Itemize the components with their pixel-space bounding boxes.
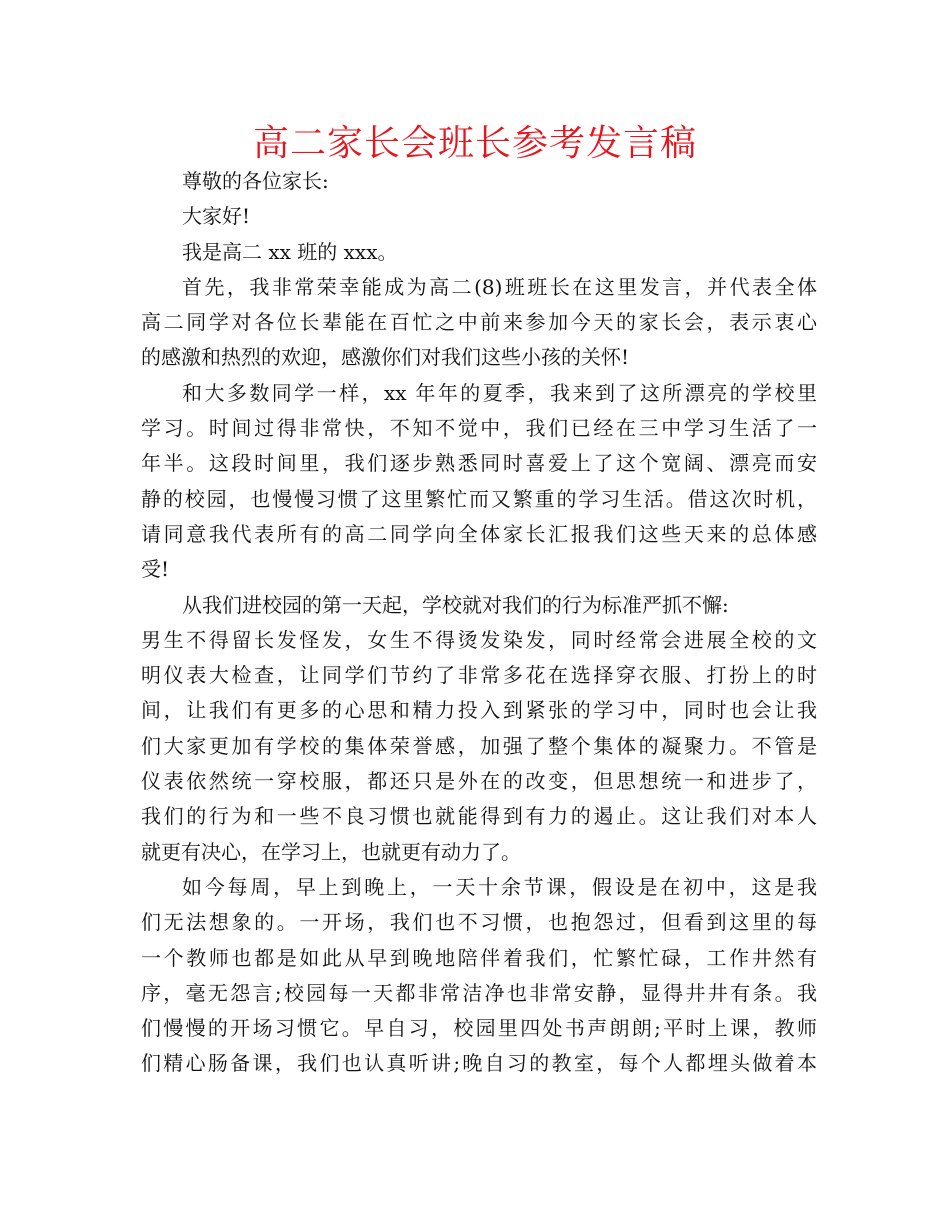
text-line: 们大家更加有学校的集体荣誉感，加强了整个集体的凝聚力。不管是 (141, 733, 817, 758)
text-line: 尊敬的各位家长: (182, 169, 329, 193)
text-line: 年半。这段时间里，我们逐步熟悉同时喜爱上了这个宽阔、漂亮而安 (141, 451, 817, 476)
text-line: 一个教师也都是如此从早到晚地陪伴着我们，忙繁忙碌，工作井然有 (141, 945, 817, 970)
text-line: 和大多数同学一样，xx 年年的夏季，我来到了这所漂亮的学校里 (182, 380, 817, 405)
text-line: 首先，我非常荣幸能成为高二(8)班班长在这里发言，并代表全体 (182, 274, 817, 299)
text-line: 们慢慢的开场习惯它。早自习，校园里四处书声朗朗;平时上课，教师 (141, 1016, 817, 1041)
document-body (141, 164, 817, 1082)
text-line: 受! (141, 557, 170, 582)
text-line: 从我们进校园的第一天起，学校就对我们的行为标准严抓不懈: (182, 592, 729, 617)
text-line: 静的校园，也慢慢习惯了这里繁忙而又繁重的学习生活。借这次时机， (141, 486, 817, 511)
text-line: 的感激和热烈的欢迎，感激你们对我们这些小孩的关怀! (141, 345, 630, 370)
text-line: 间，让我们有更多的心思和精力投入到紧张的学习中，同时也会让我 (141, 698, 817, 723)
text-line: 男生不得留长发怪发，女生不得烫发染发，同时经常会进展全校的文 (141, 627, 817, 652)
text-line: 请同意我代表所有的高二同学向全体家长汇报我们这些天来的总体感 (141, 521, 817, 546)
text-line: 明仪表大检查，让同学们节约了非常多花在选择穿衣服、打扮上的时 (141, 663, 817, 688)
text-line: 就更有决心，在学习上，也就更有动力了。 (141, 839, 521, 864)
text-line: 学习。时间过得非常快，不知不觉中，我们已经在三中学习生活了一 (141, 416, 817, 441)
text-line: 大家好! (182, 204, 251, 229)
document-title: 高二家长会班长参考发言稿 (252, 123, 697, 164)
text-line: 我们的行为和一些不良习惯也就能得到有力的遏止。这让我们对本人 (141, 804, 817, 829)
text-line: 们精心肠备课，我们也认真听讲;晚自习的教室，每个人都埋头做着本 (141, 1051, 817, 1076)
text-line: 如今每周，早上到晚上，一天十余节课，假设是在初中，这是我 (182, 874, 817, 899)
text-line: 高二同学对各位长辈能在百忙之中前来参加今天的家长会，表示衷心 (141, 310, 817, 335)
text-line: 仪表依然统一穿校服，都还只是外在的改变，但思想统一和进步了， (141, 769, 817, 794)
text-line: 们无法想象的。一开场，我们也不习惯，也抱怨过，但看到这里的每 (141, 910, 817, 935)
text-line: 我是高二 xx 班的 xxx。 (182, 239, 398, 264)
text-line: 序，毫无怨言;校园每一天都非常洁净也非常安静，显得井井有条。我 (141, 980, 817, 1005)
